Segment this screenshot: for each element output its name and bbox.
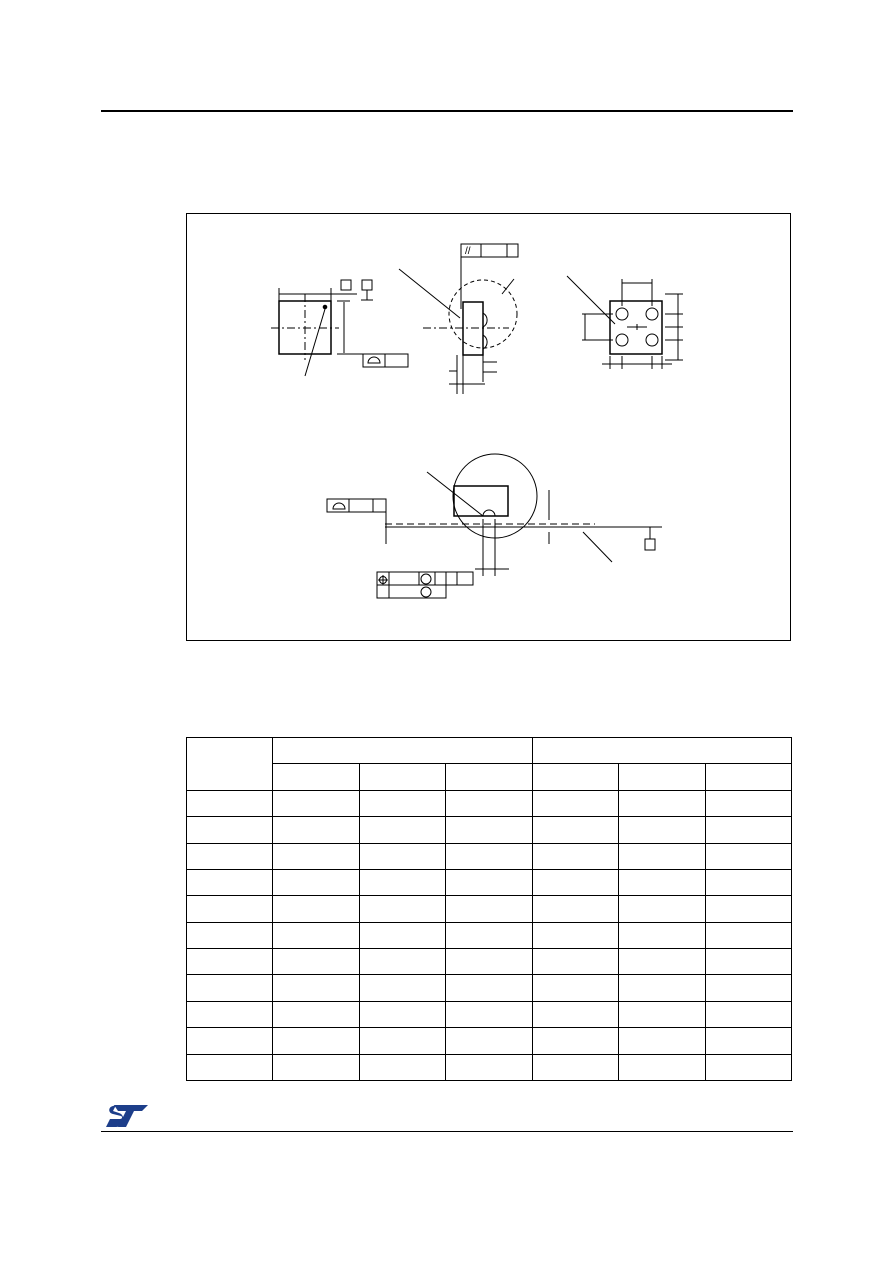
- table-row: [187, 949, 792, 975]
- side-view: [399, 244, 518, 394]
- table-cell: [273, 1054, 359, 1080]
- table-row: [187, 922, 792, 948]
- table-row: [187, 1054, 792, 1080]
- table-header-row: [187, 738, 792, 764]
- table-cell: [273, 949, 359, 975]
- table-cell: [187, 949, 273, 975]
- table-cell: [273, 817, 359, 843]
- table-cell: [187, 1028, 273, 1054]
- table-cell: [273, 922, 359, 948]
- table-cell: [273, 975, 359, 1001]
- table-cell: [619, 869, 705, 895]
- package-outline-drawing: [186, 213, 791, 641]
- group-header-cell: [273, 738, 532, 764]
- table-cell: [359, 1001, 445, 1027]
- table-cell: [446, 1054, 532, 1080]
- footer-rule: [101, 1131, 793, 1132]
- table-subheader-row: [187, 764, 792, 790]
- table-cell: [187, 975, 273, 1001]
- table-cell: [359, 1054, 445, 1080]
- table-cell: [187, 817, 273, 843]
- subheader-cell: [273, 764, 359, 790]
- table-cell: [446, 896, 532, 922]
- table-cell: [359, 949, 445, 975]
- table-cell: [187, 869, 273, 895]
- table-row: [187, 790, 792, 816]
- dimensions-table: [186, 737, 792, 1081]
- table-cell: [273, 896, 359, 922]
- table-cell: [532, 949, 618, 975]
- table-cell: [359, 790, 445, 816]
- table-cell: [359, 922, 445, 948]
- table-cell: [705, 1054, 791, 1080]
- table-cell: [705, 922, 791, 948]
- subheader-cell: [619, 764, 705, 790]
- table-row: [187, 1028, 792, 1054]
- table-row: [187, 1001, 792, 1027]
- table-cell: [619, 817, 705, 843]
- table-cell: [619, 975, 705, 1001]
- table-cell: [619, 922, 705, 948]
- table-cell: [532, 896, 618, 922]
- table-cell: [359, 869, 445, 895]
- table-cell: [273, 869, 359, 895]
- table-cell: [532, 790, 618, 816]
- table-cell: [273, 1001, 359, 1027]
- table-cell: [532, 1028, 618, 1054]
- table-cell: [187, 896, 273, 922]
- table-cell: [705, 1001, 791, 1027]
- bottom-view: [567, 276, 683, 369]
- top-view: [271, 280, 408, 376]
- table-cell: [619, 949, 705, 975]
- table-cell: [273, 1028, 359, 1054]
- table-cell: [359, 843, 445, 869]
- table-cell: [532, 975, 618, 1001]
- table-cell: [359, 896, 445, 922]
- table-cell: [359, 817, 445, 843]
- svg-text://: //: [465, 246, 471, 257]
- table-cell: [446, 869, 532, 895]
- table-cell: [705, 817, 791, 843]
- subheader-cell: [532, 764, 618, 790]
- table-cell: [446, 817, 532, 843]
- table-cell: [532, 922, 618, 948]
- table-row: [187, 896, 792, 922]
- table-cell: [187, 790, 273, 816]
- detail-view: [327, 454, 662, 598]
- table-cell: [705, 896, 791, 922]
- table-cell: [619, 1001, 705, 1027]
- table-cell: [446, 1001, 532, 1027]
- table-cell: [705, 790, 791, 816]
- table-cell: [187, 922, 273, 948]
- table-cell: [532, 817, 618, 843]
- table-row: [187, 975, 792, 1001]
- table-cell: [446, 790, 532, 816]
- table-cell: [359, 1028, 445, 1054]
- table-cell: [532, 1001, 618, 1027]
- table-row: [187, 817, 792, 843]
- table-cell: [187, 843, 273, 869]
- table-cell: [446, 1028, 532, 1054]
- table-row: [187, 843, 792, 869]
- table-cell: [532, 843, 618, 869]
- group-header-cell: [532, 738, 791, 764]
- table-cell: [273, 843, 359, 869]
- table-cell: [619, 896, 705, 922]
- st-logo-icon: [104, 1103, 150, 1129]
- table-cell: [187, 1001, 273, 1027]
- table-cell: [187, 1054, 273, 1080]
- table-cell: [705, 949, 791, 975]
- table-cell: [446, 975, 532, 1001]
- table-cell: [619, 790, 705, 816]
- table-cell: [705, 1028, 791, 1054]
- table-cell: [532, 869, 618, 895]
- table-cell: [705, 975, 791, 1001]
- table-cell: [446, 922, 532, 948]
- table-cell: [705, 843, 791, 869]
- table-cell: [619, 1028, 705, 1054]
- table-cell: [705, 869, 791, 895]
- table-cell: [446, 843, 532, 869]
- header-rule: [101, 110, 793, 112]
- table-cell: [273, 790, 359, 816]
- subheader-cell: [705, 764, 791, 790]
- table-cell: [446, 949, 532, 975]
- header-cell: [187, 738, 273, 791]
- table-cell: [359, 975, 445, 1001]
- subheader-cell: [359, 764, 445, 790]
- table-cell: [532, 1054, 618, 1080]
- table-cell: [619, 1054, 705, 1080]
- subheader-cell: [446, 764, 532, 790]
- table-cell: [619, 843, 705, 869]
- table-row: [187, 869, 792, 895]
